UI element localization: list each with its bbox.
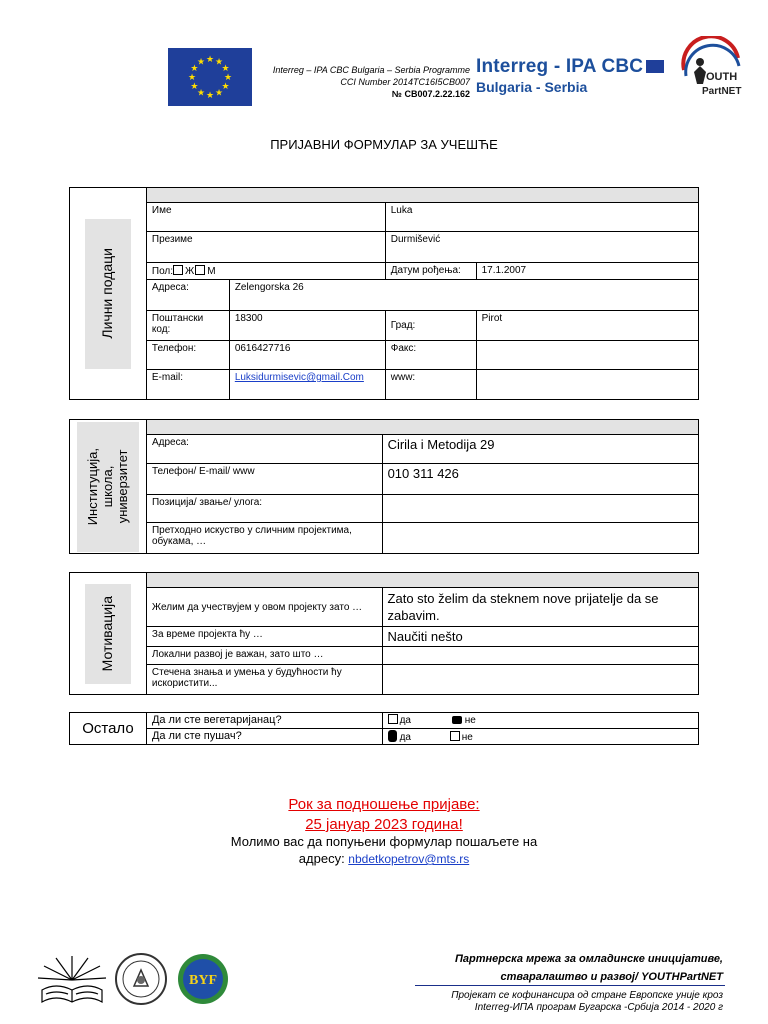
submission-instructions (0, 833, 768, 868)
inst-address-label: Адреса: (146, 435, 382, 464)
fax-label: Факс: (385, 341, 476, 370)
eu-star-icon: ★ (196, 88, 206, 99)
interreg-logo-title: Interreg - IPA CBC (476, 56, 644, 77)
eu-star-icon: ★ (214, 88, 224, 99)
other-section-label: Остало (70, 713, 147, 745)
smoker-options (382, 729, 698, 745)
open-book-logo (34, 950, 110, 1010)
instructions-prefix: адресу: (298, 851, 349, 866)
eu-star-icon: ★ (221, 64, 230, 74)
vegetarian-options (382, 713, 698, 729)
name-label: Име (146, 203, 385, 232)
postal-code-field[interactable]: 18300 (229, 311, 385, 341)
motivation-q4-field[interactable] (382, 665, 698, 695)
vegetarian-yes-label: да (399, 715, 411, 726)
inst-address-field[interactable]: Cirila i Metodija 29 (382, 435, 698, 464)
smoker-yes-label: да (399, 732, 411, 743)
vegetarian-label: Да ли сте вегетаријанац? (146, 713, 382, 729)
eu-star-icon: ★ (196, 57, 206, 68)
school-seal-logo (114, 952, 168, 1006)
address-label: Адреса: (146, 280, 229, 311)
institution-table (69, 419, 699, 554)
interreg-logo-subtitle: Bulgaria - Serbia (476, 79, 588, 95)
phone-label: Телефон: (146, 341, 229, 370)
motivation-q4-label: Стечена знања и умења у будућности ћу искористити... (146, 665, 382, 695)
submission-email-link[interactable]: nbdetkopetrov@mts.rs (348, 852, 470, 866)
surname-label: Презиме (146, 232, 385, 263)
position-field[interactable] (382, 495, 698, 523)
smoker-no-checkbox[interactable] (450, 731, 460, 741)
eu-star-icon: ★ (190, 64, 199, 74)
svg-text:OUTH: OUTH (706, 71, 738, 83)
program-info (270, 64, 470, 100)
interreg-logo (476, 56, 672, 98)
city-field[interactable]: Pirot (476, 311, 698, 341)
other-table (69, 712, 699, 745)
deadline-block (0, 795, 768, 835)
vegetarian-yes-checkbox[interactable] (388, 714, 398, 724)
motivation-q1-field[interactable]: Zato sto želim da steknem nove prijatelje da se zabavim. (382, 588, 698, 627)
gender-female-checkbox[interactable] (173, 265, 183, 275)
www-label: www: (385, 370, 476, 400)
www-field[interactable] (476, 370, 698, 400)
gender-label: Пол: (151, 266, 174, 277)
svg-text:PartNET: PartNET (702, 86, 742, 97)
address-field[interactable]: Zelengorska 26 (229, 280, 698, 311)
gender-male-checkbox[interactable] (195, 265, 205, 275)
footer-cofinance-line-2: Interreg-ИПА програм Бугарска -Србија 2014 - 2020 г (474, 1002, 723, 1013)
inst-contact-field[interactable]: 010 311 426 (382, 464, 698, 495)
gender-male-label: М (207, 266, 216, 277)
motivation-table (69, 572, 699, 695)
motivation-q2-label: За време пројекта ћу … (146, 627, 382, 647)
surname-field[interactable]: Durmišević (385, 232, 698, 263)
footer-divider (415, 985, 725, 986)
name-field[interactable]: Luka (385, 203, 698, 232)
smoker-yes-checkbox[interactable] (388, 730, 397, 742)
position-label: Позиција/ звање/ улога: (146, 495, 382, 523)
dob-label: Датум рођења: (385, 263, 476, 280)
footer-cofinance (420, 990, 723, 1014)
institution-section-label: Институција, школа, универзитет (70, 420, 147, 554)
project-number: № CB007.2.22.162 (391, 89, 470, 99)
motivation-section-label: Мотивација (70, 573, 147, 695)
byf-logo (176, 952, 230, 1006)
inst-contact-label: Телефон/ E-mail/ www (146, 464, 382, 495)
fax-field[interactable] (476, 341, 698, 370)
deadline-line-1: Рок за подношење пријаве: (288, 796, 480, 813)
email-field[interactable] (229, 370, 385, 400)
email-link[interactable]: Luksidurmisevic@gmail.Com (234, 372, 364, 383)
eu-star-icon: ★ (214, 57, 224, 68)
eu-stars-icon (168, 48, 252, 106)
smoker-label: Да ли сте пушач? (146, 729, 382, 745)
section-header-bar (146, 420, 698, 435)
footer-network-line-2: стваралаштво и развој/ YOUTHPartNET (500, 971, 723, 983)
motivation-q3-label: Локални развој је важан, зато што … (146, 647, 382, 665)
footer-network-line-1: Партнерска мрежа за омладинске иницијативе, (454, 953, 723, 965)
program-line-1: Interreg – IPA CBC Bulgaria – Serbia Programme (272, 65, 470, 75)
instructions-line-1: Молимо вас да попуњени формулар пошаљете на (230, 834, 538, 849)
personal-section-label: Лични подаци (70, 188, 147, 400)
eu-star-icon: ★ (190, 82, 199, 92)
page-title: ПРИЈАВНИ ФОРМУЛАР ЗА УЧЕШЋЕ (270, 137, 498, 152)
gender-field (146, 263, 385, 280)
vegetarian-no-checkbox[interactable] (452, 716, 462, 724)
personal-data-table (69, 187, 699, 400)
eu-star-icon: ★ (221, 82, 230, 92)
dob-field[interactable]: 17.1.2007 (476, 263, 698, 280)
city-label: Град: (385, 311, 476, 341)
email-label: E-mail: (146, 370, 229, 400)
section-header-bar (146, 573, 698, 588)
experience-label: Претходно искуство у сличним пројектима, обукама, … (146, 523, 382, 554)
eu-star-icon: ★ (205, 91, 215, 101)
footer-network (420, 950, 723, 986)
eu-star-icon: ★ (187, 73, 197, 83)
motivation-q3-field[interactable] (382, 647, 698, 665)
experience-field[interactable] (382, 523, 698, 554)
section-header-bar (146, 188, 698, 203)
motivation-q1-label: Желим да учествујем у овом пројекту зато … (146, 588, 382, 627)
byf-logo-text: BYF (189, 973, 217, 988)
footer-cofinance-line-1: Пројекат се кофинансира од стране Европске уније кроз (451, 990, 723, 1001)
deadline-line-2: 25 јануар 2023 година! (305, 816, 463, 833)
smoker-no-label: не (461, 732, 473, 743)
eu-star-icon: ★ (205, 55, 215, 65)
eu-star-icon: ★ (223, 73, 233, 83)
postal-code-label: Поштански код: (146, 311, 229, 341)
eu-flag-logo (168, 48, 252, 106)
motivation-q2-field[interactable]: Naučiti nešto (382, 627, 698, 647)
mini-eu-flag-icon (646, 60, 664, 73)
vegetarian-no-label: не (464, 715, 476, 726)
phone-field[interactable]: 0616427716 (229, 341, 385, 370)
youth-partnet-logo (676, 36, 746, 106)
program-line-2: CCI Number 2014TC16I5CB007 (340, 77, 470, 87)
gender-female-label: Ж (185, 266, 195, 277)
